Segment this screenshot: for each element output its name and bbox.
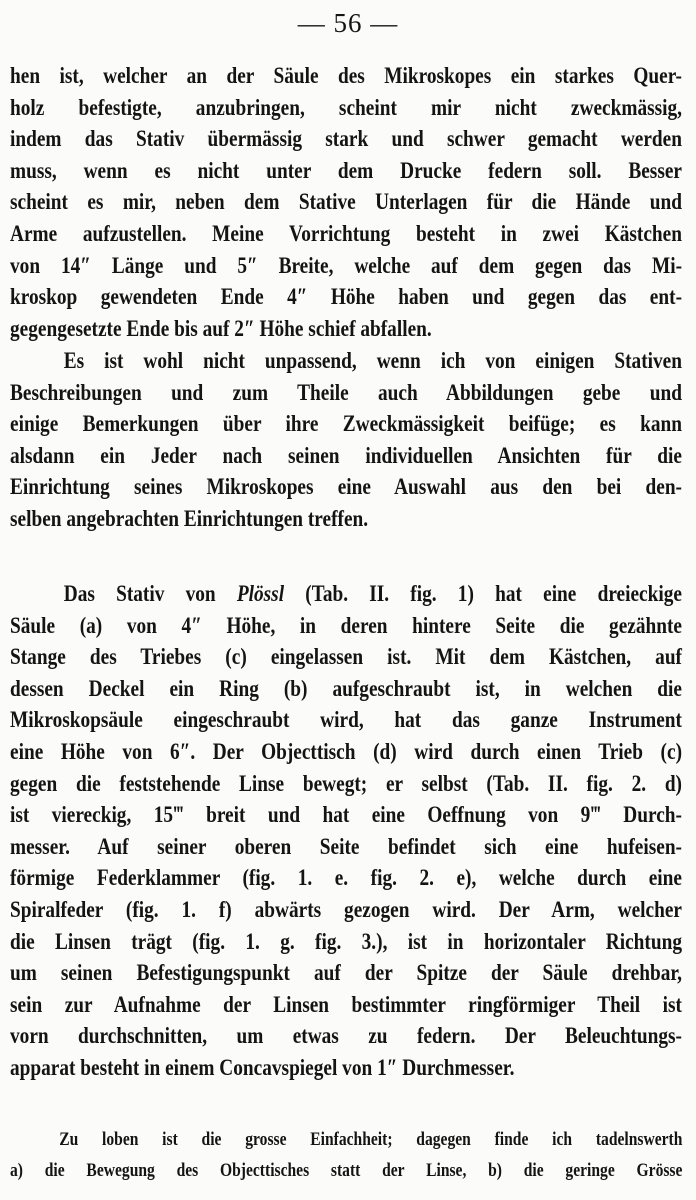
text-line: Mikroskopsäule eingeschraubt wird, hat das ganze Instrument <box>10 707 682 733</box>
text-line: Säule (a) von 4″ Höhe, in deren hintere Seite die gezähnte <box>10 612 682 638</box>
text-line: dessen Deckel ein Ring (b) aufgeschraubt ist, in welchen die <box>10 675 682 701</box>
text-line: selben angebrachten Einrichtungen treffen. <box>10 505 369 531</box>
text-line: holz befestigte, anzubringen, scheint mir nicht zweckmässig, <box>10 94 682 120</box>
paragraph-1 <box>10 60 682 344</box>
text-line: sein zur Aufnahme der Linsen bestimmter ringförmiger Theil ist <box>10 991 682 1017</box>
text-line: Arme aufzustellen. Meine Vorrichtung besteht in zwei Kästchen <box>10 220 682 246</box>
text-line: kroskop gewendeten Ende 4″ Höhe haben und gegen das ent- <box>10 284 682 310</box>
paragraph-3 <box>10 578 682 1084</box>
text-line: Das Stativ von Plössl (Tab. II. fig. 1) hat eine dreieckige <box>63 581 682 606</box>
text-line: a) die Bewegung des Objecttisches statt der Linse, b) die geringe Grösse <box>10 1160 683 1181</box>
paragraph-4 <box>10 1124 682 1186</box>
page-number: — 56 — <box>297 8 399 38</box>
author-name: Plössl <box>236 581 285 606</box>
text-line: Spiralfeder (fig. 1. f) abwärts gezogen wird. Der Arm, welcher <box>10 896 682 922</box>
text-line: um seinen Befestigungspunkt auf der Spitze der Säule drehbar, <box>10 960 682 986</box>
text-line: apparat besteht in einem Concavspiegel von 1″ Durchmesser. <box>10 1054 515 1080</box>
text-line: Einrichtung seines Mikroskopes eine Auswahl aus den bei den- <box>10 474 682 500</box>
text-line: eine Höhe von 6″. Der Objecttisch (d) wird durch einen Trieb (c) <box>10 738 682 764</box>
text-line: muss, wenn es nicht unter dem Drucke federn soll. Besser <box>10 157 682 183</box>
text-line: Stange des Triebes (c) eingelassen ist. Mit dem Kästchen, auf <box>10 644 682 670</box>
text-line: Es ist wohl nicht unpassend, wenn ich von einigen Stativen <box>63 348 682 373</box>
text-line: scheint es mir, neben dem Stative Unterlagen für die Hände und <box>10 189 682 215</box>
text-line: indem das Stativ übermässig stark und schwer gemacht werden <box>10 126 682 152</box>
text-line: Zu loben ist die grosse Einfachheit; dagegen finde ich tadelnswerth <box>59 1129 683 1150</box>
text-line: gegengesetzte Ende bis auf 2″ Höhe schief abfallen. <box>10 315 432 341</box>
text-line: hen ist, welcher an der Säule des Mikroskopes ein starkes Quer- <box>10 63 682 88</box>
text-line: gegen die feststehende Linse bewegt; er selbst (Tab. II. fig. 2. d) <box>10 770 682 796</box>
text-line: Beschreibungen und zum Theile auch Abbildungen gebe und <box>10 379 682 405</box>
text-line: förmige Federklammer (fig. 1. e. fig. 2. e), welche durch eine <box>10 865 682 891</box>
paragraph-2 <box>10 345 682 535</box>
text-line: alsdann ein Jeder nach seinen individuellen Ansichten für die <box>10 442 682 468</box>
text-line: vorn durchschnitten, um etwas zu federn. Der Beleuchtungs- <box>10 1023 682 1049</box>
text-line: einige Bemerkungen über ihre Zweckmässigkeit beifüge; es kann <box>10 411 682 437</box>
text-line: die Linsen trägt (fig. 1. g. fig. 3.), ist in horizontaler Richtung <box>10 928 682 954</box>
text-line: ist viereckig, 15‴ breit und hat eine Oeffnung von 9‴ Durch- <box>10 802 682 828</box>
text-line: messer. Auf seiner oberen Seite befindet sich eine hufeisen- <box>10 833 682 859</box>
text-line: von 14″ Länge und 5″ Breite, welche auf dem gegen das Mi- <box>10 252 682 278</box>
